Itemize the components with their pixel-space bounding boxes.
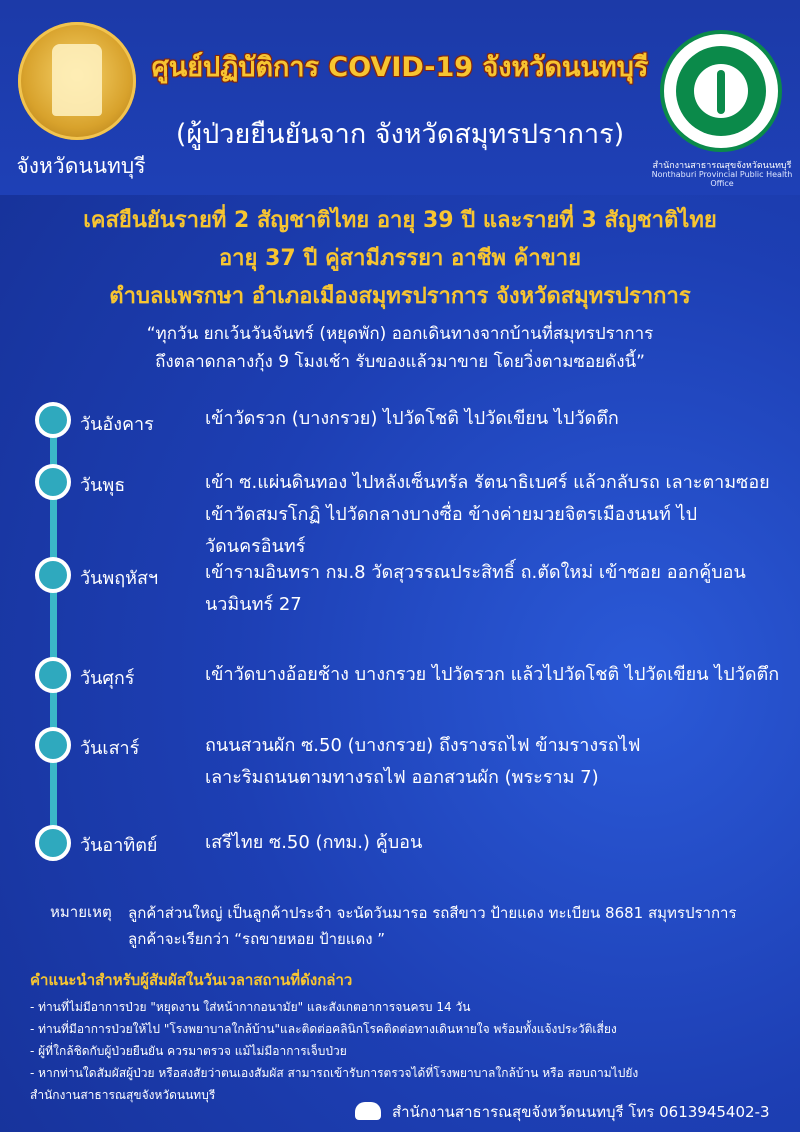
timeline-dot-icon (35, 402, 71, 438)
caduceus-icon (717, 70, 725, 114)
advice-item: - ท่านที่มีอาการป่วยให้ไป "โรงพยาบาลใกล้บ้าน"และติดต่อคลินิกโรคติดต่อทางเดินหายใจ พร้อมทั้งแจ้งประวัติเสี่ยง (30, 1022, 617, 1036)
timeline-description-line: ถนนสวนผัก ซ.50 (บางกรวย) ถึงรางรถไฟ ข้ามรางรถไฟ (205, 735, 641, 756)
ministry-caption-th: สำนักงานสาธารณสุขจังหวัดนนทบุรี (652, 161, 792, 171)
timeline-description (205, 467, 795, 563)
case-line-3: ตำบลแพรกษา อำเภอเมืองสมุทรปราการ จังหวัดสมุทรปราการ (109, 284, 691, 309)
note-line: ลูกค้าส่วนใหญ่ เป็นลูกค้าประจำ จะนัดวันมารอ รถสีขาว ป้ายแดง ทะเบียน 8681 สมุทรปราการ (128, 904, 737, 922)
page-title: ศูนย์ปฏิบัติการ COVID-19 จังหวัดนนทบุรี (151, 52, 649, 83)
quote-line-2: ถึงตลาดกลางกุ้ง 9 โมงเช้า รับของแล้วมาขาย โดยวิ่งตามซอยดังนี้” (155, 352, 645, 372)
timeline-description (205, 557, 795, 621)
timeline-description-line: เข้ารามอินทรา กม.8 วัดสุวรรณประสิทธิ์ ถ.ตัดใหม่ เข้าซอย ออกคู้บอน (205, 562, 746, 583)
note-text (128, 900, 788, 952)
timeline-dot-icon (35, 657, 71, 693)
footer-contact: สำนักงานสาธารณสุขจังหวัดนนทบุรี โทร 0613945402-3 (392, 1103, 770, 1121)
timeline-dot-icon (35, 727, 71, 763)
advice-heading: คำแนะนำสำหรับผู้สัมผัสในวันเวลาสถานที่ดังกล่าว (30, 971, 353, 989)
timeline-dot-icon (35, 464, 71, 500)
note-label: หมายเหตุ (50, 903, 112, 921)
timeline-description (205, 730, 795, 794)
timeline-day: วันพฤหัสฯ (80, 568, 159, 589)
case-line-1: เคสยืนยันรายที่ 2 สัญชาติไทย อายุ 39 ปี และรายที่ 3 สัญชาติไทย (83, 208, 717, 233)
advice-item: - ท่านที่ไม่มีอาการป่วย "หยุดงาน ใส่หน้ากากอนามัย" และสังเกตอาการจนครบ 14 วัน (30, 1000, 471, 1014)
case-summary (0, 202, 800, 316)
timeline-description-line: เข้าวัดรวก (บางกรวย) ไปวัดโชติ ไปวัดเขียน ไปวัดตึก (205, 408, 619, 429)
timeline-dot-icon (35, 557, 71, 593)
ministry-logo-icon (660, 30, 782, 152)
timeline-dot-icon (35, 825, 71, 861)
ministry-caption-en: Nonthaburi Provincial Public Health Office (651, 170, 793, 188)
telephone-icon (355, 1102, 381, 1120)
timeline-day: วันเสาร์ (80, 738, 140, 759)
case-line-2: อายุ 37 ปี คู่สามีภรรยา อาชีพ ค้าขาย (218, 246, 582, 271)
timeline-description-line: เข้า ซ.แผ่นดินทอง ไปหลังเซ็นทรัล รัตนาธิเบศร์ แล้วกลับรถ เลาะตามซอย (205, 472, 770, 493)
timeline-day: วันอังคาร (80, 414, 154, 435)
timeline-day: วันพุธ (80, 475, 126, 496)
timeline-description (205, 659, 795, 691)
timeline-description (205, 827, 795, 859)
timeline-day: วันศุกร์ (80, 668, 135, 689)
timeline-description-line: เลาะริมถนนตามทางรถไฟ ออกสวนผัก (พระราม 7) (205, 767, 599, 788)
advice-list (30, 996, 790, 1106)
timeline-description-line: เข้าวัดสมรโกฏิ ไปวัดกลางบางซื่อ ข้างค่ายมวยจิตรเมืองนนท์ ไปวัดนครอินทร์ (205, 504, 698, 557)
note-line: ลูกค้าจะเรียกว่า “รถขายหอย ป้ายแดง ” (128, 930, 386, 948)
travel-quote (0, 320, 800, 376)
advice-item: - ผู้ที่ใกล้ชิดกับผู้ป่วยยืนยัน ควรมาตรวจ แม้ไม่มีอาการเจ็บป่วย (30, 1044, 347, 1058)
timeline-day: วันอาทิตย์ (80, 835, 158, 856)
province-label: จังหวัดนนทบุรี (16, 154, 146, 178)
timeline-description (205, 403, 795, 435)
page-subtitle: (ผู้ป่วยยืนยันจาก จังหวัดสมุทรปราการ) (175, 119, 625, 150)
timeline-description-line: เข้าวัดบางอ้อยช้าง บางกรวย ไปวัดรวก แล้วไปวัดโชติ ไปวัดเขียน ไปวัดตึก (205, 664, 780, 685)
timeline-description-line: เสรีไทย ซ.50 (กทม.) คู้บอน (205, 832, 423, 853)
timeline-description-line: นวมินทร์ 27 (205, 594, 302, 615)
provincial-seal-icon (18, 22, 136, 140)
advice-item: สำนักงานสาธารณสุขจังหวัดนนทบุรี (30, 1088, 216, 1102)
advice-item: - หากท่านใดสัมผัสผู้ป่วย หรือสงสัยว่าตนเองสัมผัส สามารถเข้ารับการตรวจได้ที่โรงพยาบาลใกล้บ้าน หรือ สอบถามไปยัง (30, 1066, 639, 1080)
quote-line-1: “ทุกวัน ยกเว้นวันจันทร์ (หยุดพัก) ออกเดินทางจากบ้านที่สมุทรปราการ (146, 324, 654, 344)
seal-emblem-icon (52, 44, 102, 116)
